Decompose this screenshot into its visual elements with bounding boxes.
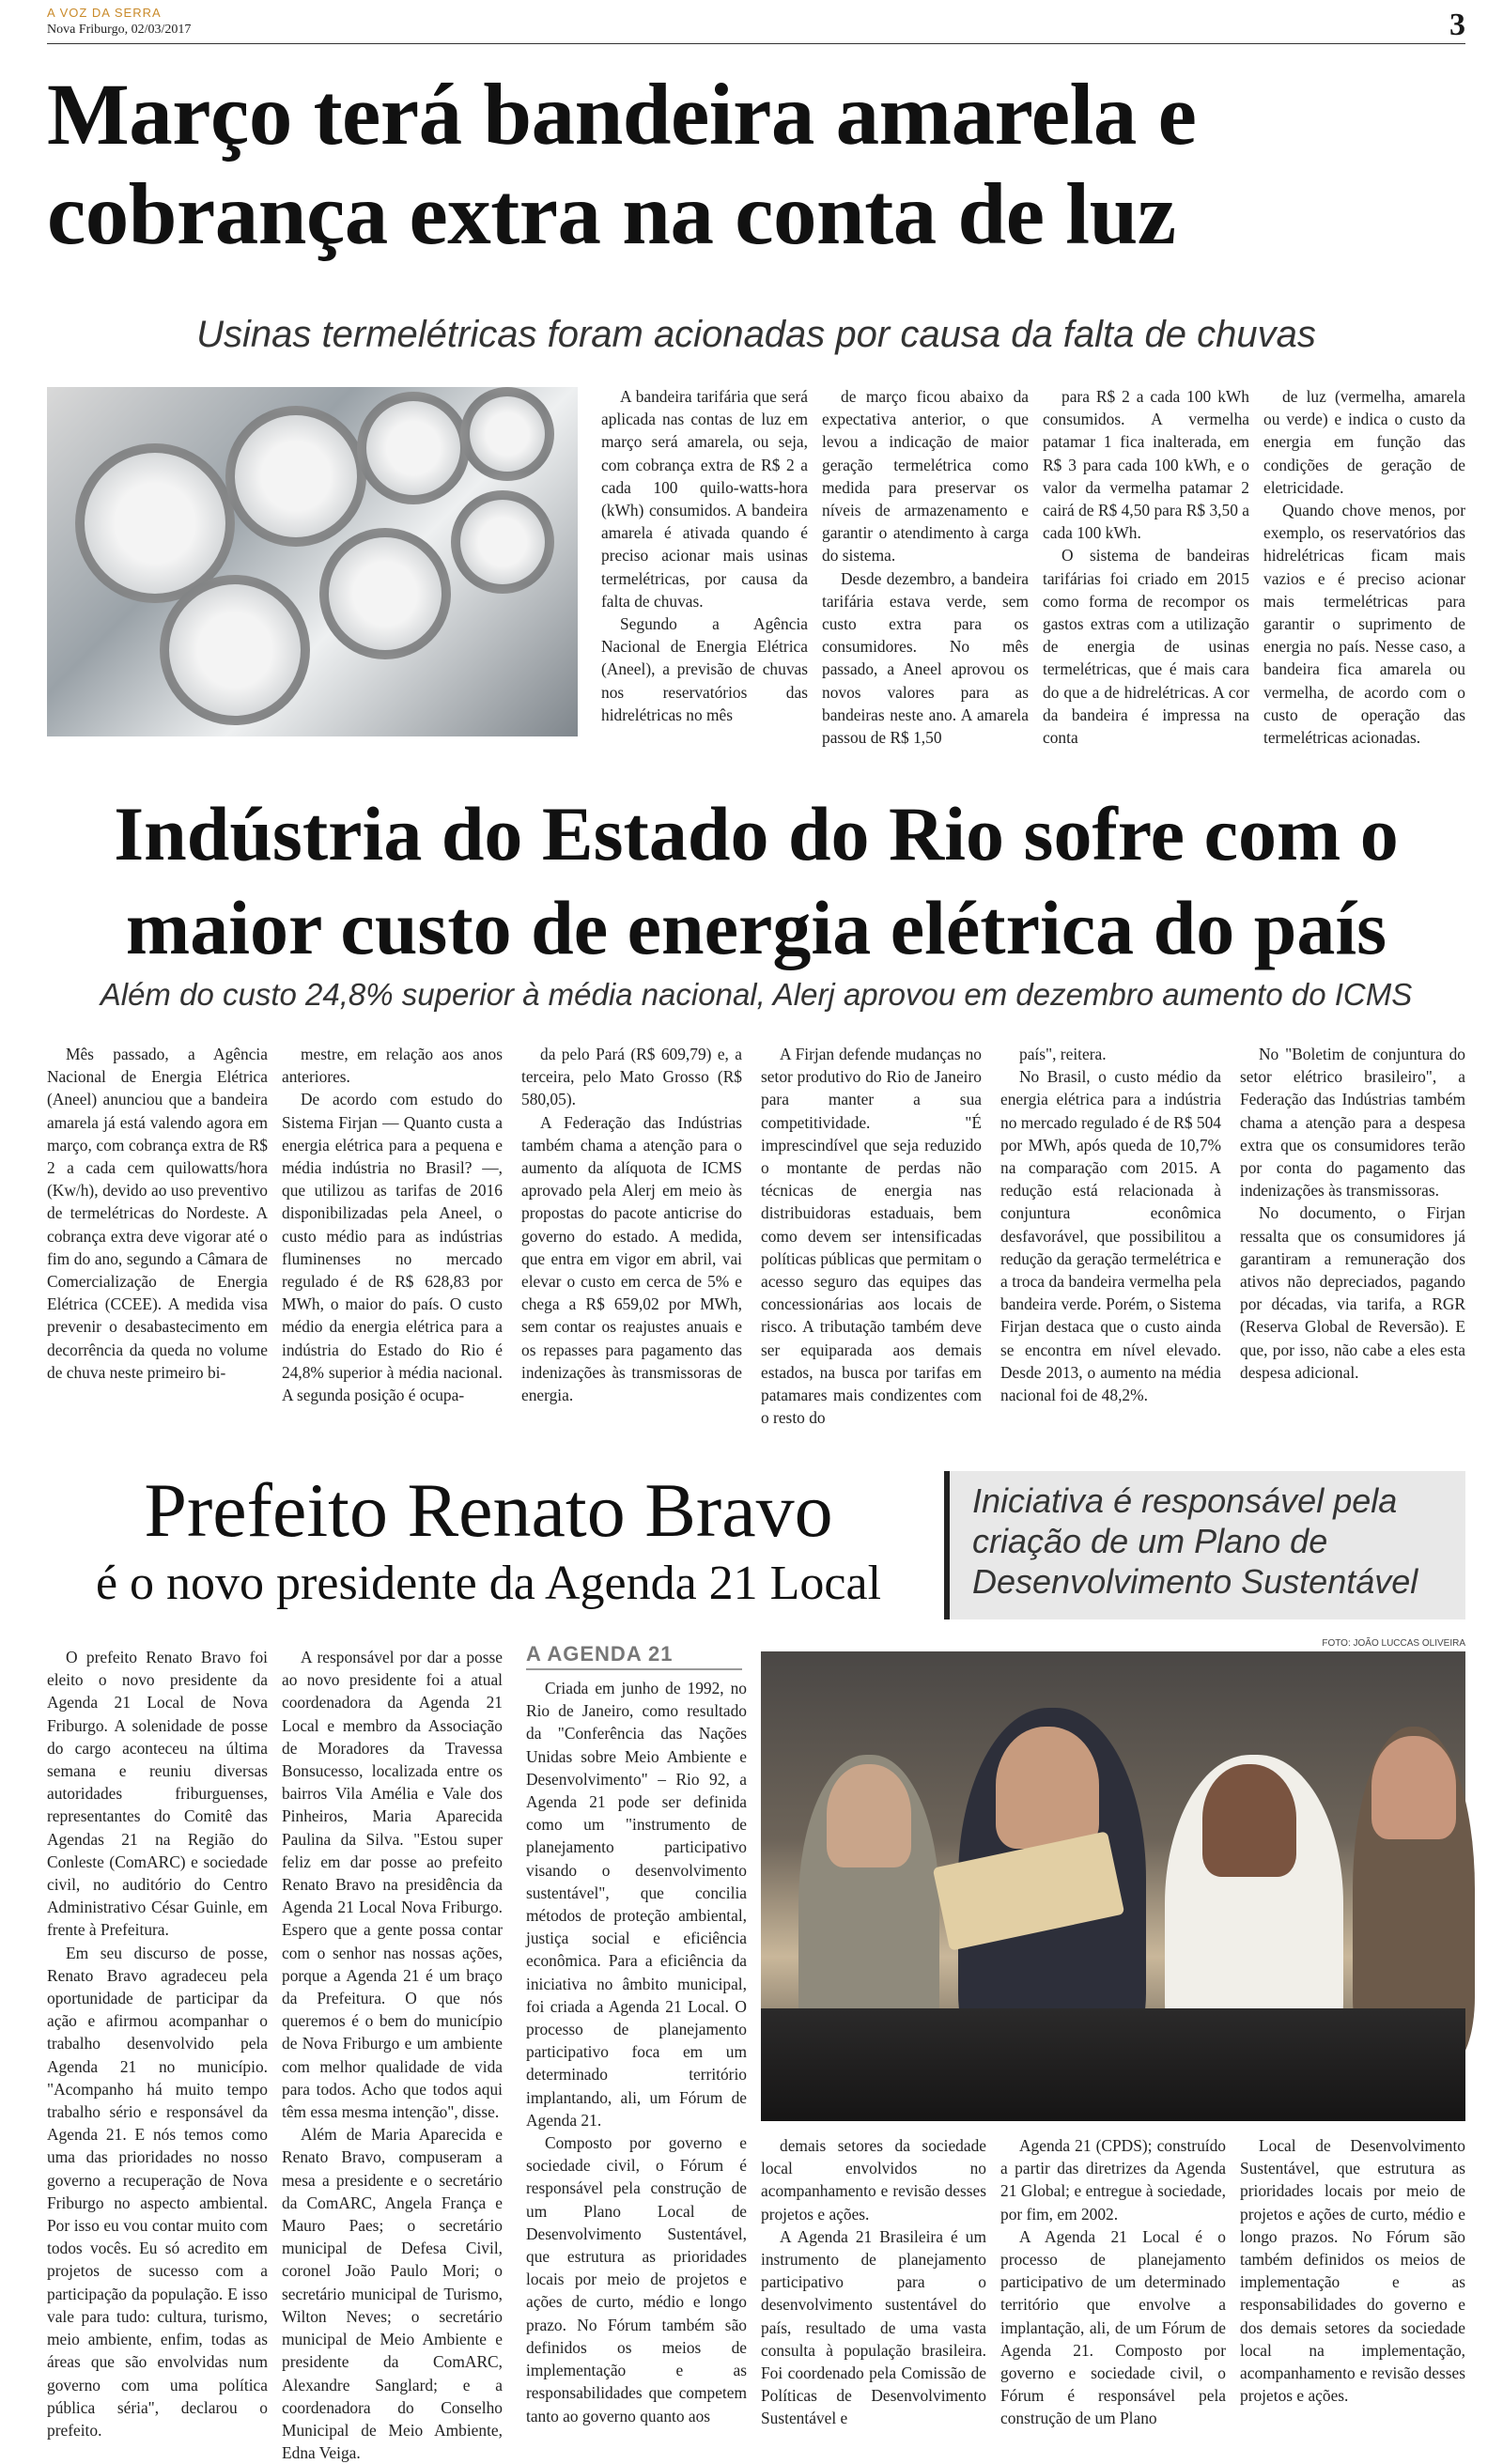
- article2-column-2: mestre, em relação aos anos anteriores. De acordo com estudo do Sistema Firjan — Quanto custa a energia elétrica para a pequena e média indústria no Brasil? —, que utilizou as tarifas de 2016 disponibilizadas pela Aneel, o custo médio para as indústrias fluminenses no mercado regulado é de R$ 628,83 por MWh, o maior do país. O custo médio da energia elétrica para a indústria do Estado do Rio é 24,8% superior à média nacional. A segunda posição é ocupa-: [282, 1045, 503, 1405]
- article3-headline: Prefeito Renato Bravo: [144, 1467, 833, 1553]
- article3-deck: Iniciativa é responsável pela criação de um Plano de Desenvolvimento Sustentável: [944, 1471, 1465, 1619]
- masthead-divider: [47, 43, 1465, 44]
- date-line: Nova Friburgo, 02/03/2017: [47, 23, 192, 37]
- article3-column-6: Local de Desenvolvimento Sustentável, que estrutura as prioridades locais por meio de projetos e ações de curto, médio e longo prazos. No Fórum são também definidos os meios de implementação e as responsabilidades do governo e dos demais setores da sociedade local na implementação, acompanhamento e revisão desses projetos e ações.: [1240, 2136, 1465, 2406]
- article2-column-1: Mês passado, a Agência Nacional de Energia Elétrica (Aneel) anunciou que a bandeira amarela já está valendo agora em março, com cobrança extra de R$ 2 a cada cem quilowatts/hora (Kw/h), devido ao uso preventivo de termelétricas do Nordeste. A cobrança extra deve vigorar até o fim do ano, segundo a Câmara de Comercialização de Energia Elétrica (CCEE). A medida visa prevenir o desabastecimento em decorrência da queda no volume de chuva neste primeiro bi-: [47, 1045, 268, 1382]
- article3-column-4: demais setores da sociedade local envolvidos no acompanhamento e revisão desses projetos e ações. A Agenda 21 Brasileira é um instrumento de planejamento participativo para o desenvolvimento sustentável do país, resultado de uma vasta consulta à população brasileira. Foi coordenado pela Comissão de Políticas de Desenvolvimento Sustentável e: [761, 2136, 986, 2428]
- article2-column-3: da pelo Pará (R$ 609,79) e, a terceira, pelo Mato Grosso (R$ 580,05). A Federação das Indústrias também chama a atenção para o aumento da alíquota de ICMS aprovado pela Alerj em meio às propostas do pacote anticrise do governo do estado. A medida, que entra em vigor em abril, vai elevar o custo em cerca de 5% e chega a R$ 659,02 por MWh, sem contar os reajustes anuais e os repasses para pagamento das indenizações às transmissoras de energia.: [521, 1045, 742, 1405]
- article3-column-3: Criada em junho de 1992, no Rio de Janeiro, como resultado da "Conferência das Nações Unidas sobre Meio Ambiente e Desenvolvimento" – Rio 92, a Agenda 21 pode ser definida como um "instrumento de planejamento participativo visando o desenvolvimento sustentável", que concilia métodos de proteção ambiental, justiça social e eficiência econômica. Para a eficiência da iniciativa no âmbito municipal, foi criada a Agenda 21 Local. O processo de planejamento participativo foca em um determinado território implantando, ali, um Fórum de Agenda 21. Composto por governo e sociedade civil, o Fórum é responsável pela construção de um Plano Local de Desenvolvimento Sustentável, que estrutura as prioridades locais por meio de projetos e ações de curto, médio e longo prazo. No Fórum também são definidos os meios de implementação e as responsabilidades que competem tanto ao governo quanto aos: [526, 1679, 747, 2425]
- article1-column-2: de março ficou abaixo da expectativa anterior, o que levou a indicação de maior geração termelétrica como medida para preservar os níveis de armazenamento e garantir o atendimento à carga do sistema. Desde dezembro, a bandeira tarifária estava verde, sem custo extra para os consumidores. No mês passado, a Aneel aprovou os novos valores para as bandeiras neste ano. A amarela passou de R$ 1,50: [822, 387, 1029, 748]
- article3-column-5: Agenda 21 (CPDS); construído a partir das diretrizes da Agenda 21 Global; e entregue à sociedade, por fim, em 2002. A Agenda 21 Local é o processo de planejamento participativo de um determinado território que envolve a implantação, ali, de um Fórum de Agenda 21. Composto por governo e sociedade civil, o Fórum é responsável pela construção de um Plano: [1000, 2136, 1226, 2428]
- article3-column-1: O prefeito Renato Bravo foi eleito o novo presidente da Agenda 21 Local de Nova Friburgo. A solenidade de posse do cargo aconteceu na última semana e reuniu diversas autoridades friburguenses, representantes do Comitê das Agendas 21 na Região do Conleste (ComARC) e sociedade civil, no auditório do Centro Administrativo César Guinle, em frente à Prefeitura. Em seu discurso de posse, Renato Bravo agradeceu pela oportunidade de participar da ação e afirmou acompanhar o trabalho desenvolvido pela Agenda 21 no município. "Acompanho há muito tempo trabalho sério e responsável da Agenda 21. E nós temos como uma das prioridades no nosso governo a recuperação de Nova Friburgo no aspecto ambiental. Por isso eu vou contar muito com todos vocês. Eu só acredito em projetos de sucesso com a participação da população. E isso vale para tudo: cultura, turismo, meio ambiente, enfim, todas as áreas que são envolvidas num governo com uma política pública séria", declarou o prefeito.: [47, 1648, 268, 2440]
- article1-column-4: de luz (vermelha, amarela ou verde) e indica o custo da energia em função das condições de geração de eletricidade. Quando chove menos, por exemplo, os reservatórios das hidrelétricas ficam mais vazios e é preciso acionar mais termelétricas para garantir o suprimento de energia no país. Nesse caso, a bandeira fica amarela ou vermelha, de acordo com o custo de operação das termelétricas acionadas.: [1263, 387, 1465, 748]
- electric-meters-photo: [47, 387, 578, 736]
- article2-column-4: A Firjan defende mudanças no setor produtivo do Rio de Janeiro para manter a sua competitividade. "É imprescindível que seja reduzido o montante de perdas não técnicas de energia nas distribuidoras estaduais, bem como devem ser intensificadas políticas públicas que permitam o acesso seguro das equipes das concessionárias aos locais de risco. A tributação também deve ser equiparada aos demais estados, na busca por tarifas em patamares mais condizentes com o resto do: [761, 1045, 982, 1428]
- article2-headline: Indústria do Estado do Rio sofre com o maior custo de energia elétrica do país: [114, 791, 1399, 970]
- agenda21-kicker: A AGENDA 21: [526, 1642, 742, 1670]
- ceremony-photo: [761, 1651, 1465, 2121]
- photo-credit: FOTO: JOÃO LUCCAS OLIVEIRA: [1322, 1638, 1465, 1649]
- article3-headline-second-line: é o novo presidente da Agenda 21 Local: [95, 1557, 882, 1610]
- article1-headline: Março terá bandeira amarela e cobrança extra na conta de luz: [47, 67, 1197, 263]
- article1-column-1: A bandeira tarifária que será aplicada nas contas de luz em março será amarela, ou seja, com cobrança extra de R$ 2 a cada 100 quilo-watts-hora (kWh) consumidos. A bandeira amarela é ativada quando é preciso acionar mais usinas termelétricas, por causa da falta de chuvas. Segundo a Agência Nacional de Energia Elétrica (Aneel), a previsão de chuvas nos reservatórios das hidrelétricas no mês: [601, 387, 808, 724]
- masthead: [47, 6, 1465, 43]
- article1-column-3: para R$ 2 a cada 100 kWh consumidos. A vermelha patamar 1 fica inalterada, em R$ 3 para cada 100 kWh, e o valor da vermelha patamar 2 cairá de R$ 4,50 para R$ 3,50 a cada 100 kWh. O sistema de bandeiras tarifárias foi criado em 2015 como forma de recompor os gastos extras com a utilização de energia de usinas termelétricas, que é mais cara do que a de hidrelétricas. A cor da bandeira é impressa na conta: [1043, 387, 1249, 748]
- article1-subheadline: Usinas termelétricas foram acionadas por causa da falta de chuvas: [196, 314, 1316, 355]
- article3-column-2: A responsável por dar a posse ao novo presidente foi a atual coordenadora da Agenda 21 Local e membro da Associação de Moradores da Travessa Bonsucesso, localizada entre os bairros Vila Amélia e Vale dos Pinheiros, Maria Aparecida Paulina da Silva. "Estou super feliz em dar posse ao prefeito Renato Bravo na presidência da Agenda 21 Local Nova Friburgo. Espero que a gente possa contar com o senhor nas nossas ações, porque a Agenda 21 é um braço da Prefeitura. O que nós queremos é o bem do município de Nova Friburgo e um ambiente com melhor qualidade de vida para todos. Acho que todos aqui têm essa mesma intenção", disse. Além de Maria Aparecida e Renato Bravo, compuseram a mesa a presidente e o secretário da ComARC, Angela França e Mauro Paes; o secretário municipal de Defesa Civil, coronel João Paulo Mori; o secretário municipal de Turismo, Wilton Neves; o secretário municipal de Meio Ambiente e presidente da ComARC, Alexandre Sanglard; e a coordenadora do Conselho Municipal de Meio Ambiente, Edna Veiga.: [282, 1648, 503, 2463]
- article2-column-5: país", reitera. No Brasil, o custo médio da energia elétrica para a indústria no mercado regulado é de R$ 504 por MWh, após queda de 10,7% na comparação com 2015. A redução está relacionada à conjuntura econômica desfavorável, que possibilitou a redução da geração termelétrica e a troca da bandeira vermelha pela bandeira verde. Porém, o Sistema Firjan destaca que o custo ainda se encontra em nível elevado. Desde 2013, o aumento na média nacional foi de 48,2%.: [1000, 1045, 1221, 1405]
- article2-column-6: No "Boletim de conjuntura do setor elétrico brasileiro", a Federação das Indústrias também chama a atenção para a despesa extra que os consumidores terão por conta do pagamento das indenizações às transmissoras. No documento, o Firjan ressalta que os consumidores já garantiram a remuneração dos ativos não depreciados, pagando por décadas, via tarifa, a RGR (Reserva Global de Reversão). E que, por isso, não cabe a eles esta despesa adicional.: [1240, 1045, 1465, 1382]
- article2-subheadline: Além do custo 24,8% superior à média nacional, Alerj aprovou em dezembro aumento do ICMS: [100, 977, 1413, 1012]
- paper-name: A VOZ DA SERRA: [47, 6, 162, 20]
- page-number: 3: [1449, 8, 1465, 42]
